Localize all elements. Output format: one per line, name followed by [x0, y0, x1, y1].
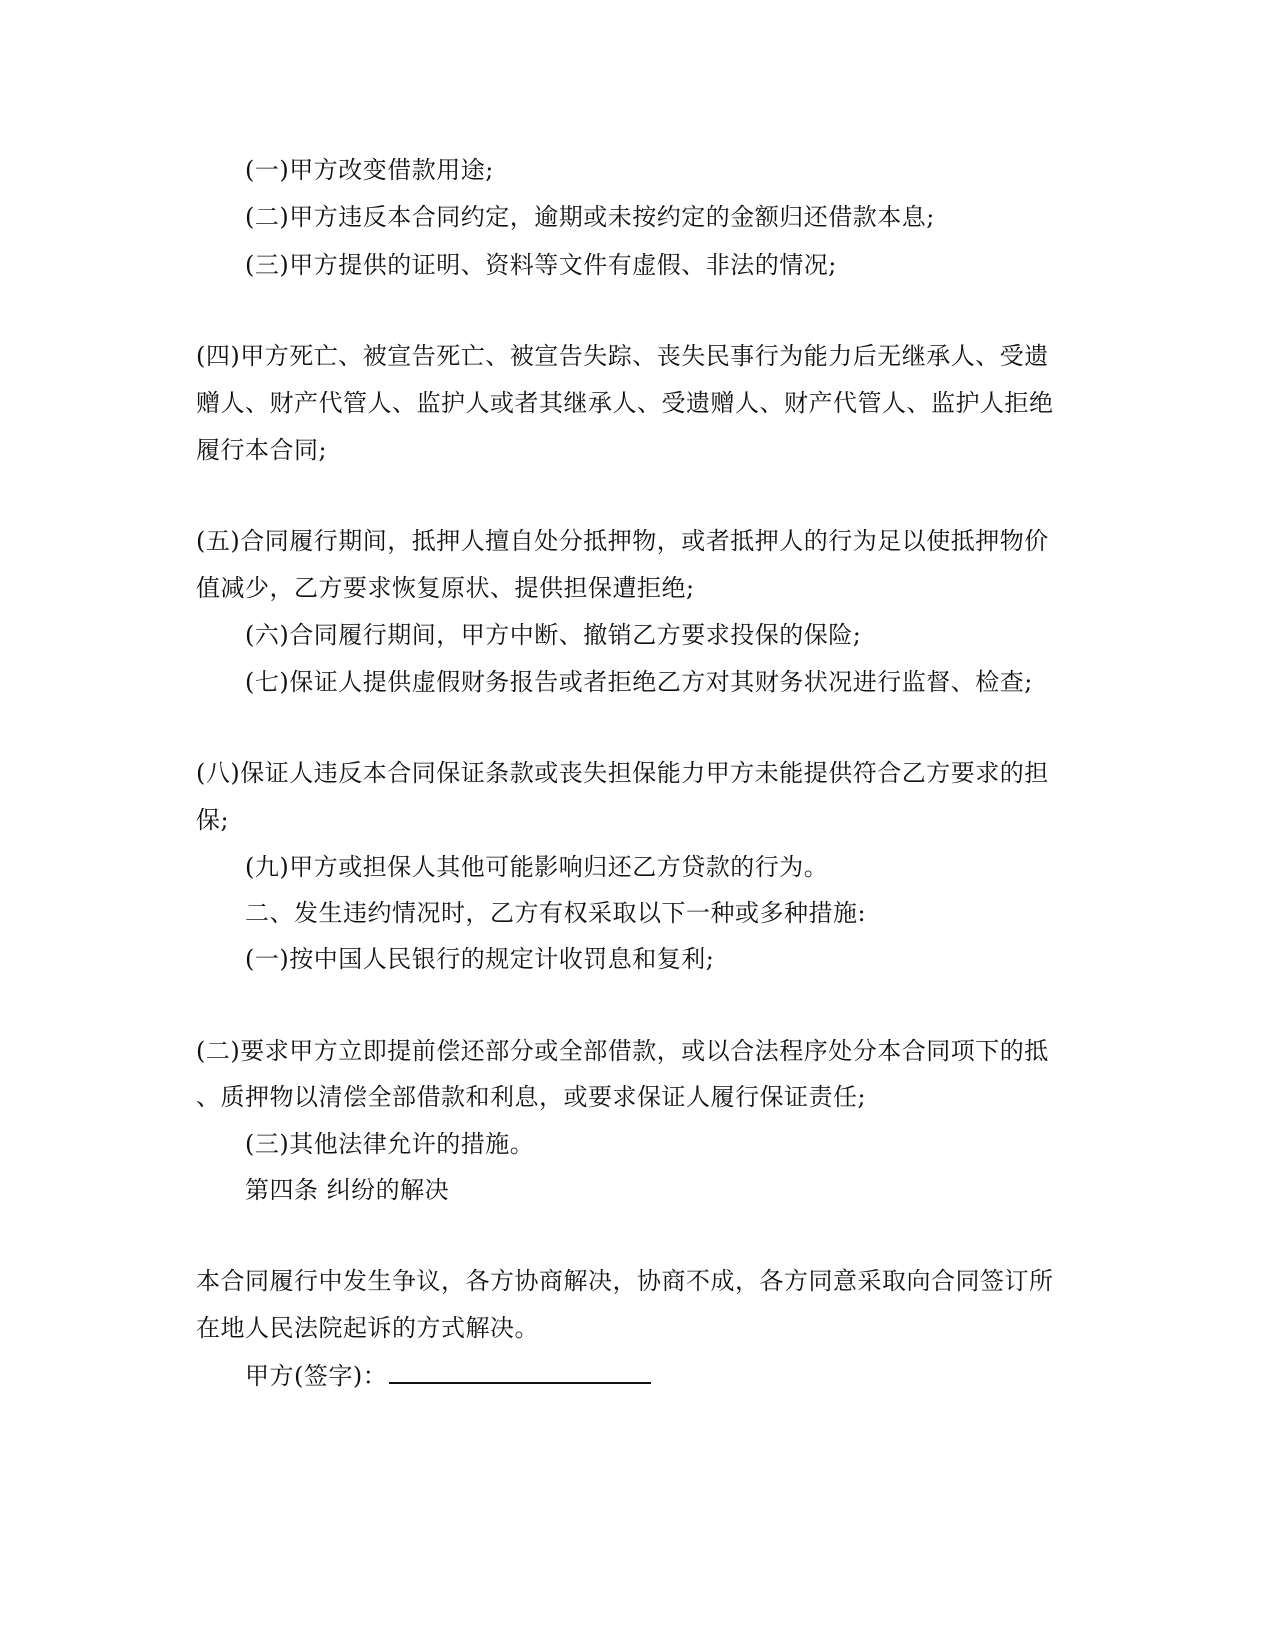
clause-text: 履行本合同; [196, 436, 328, 464]
clause-text: (五)合同履行期间，抵押人擅自处分抵押物，或者抵押人的行为足以使抵押物价 [196, 527, 1049, 555]
clause-text: (一)按中国人民银行的规定计收罚息和复利; [245, 945, 715, 973]
clause-text: (四)甲方死亡、被宣告死亡、被宣告失踪、丧失民事行为能力后无继承人、受遗 [196, 342, 1049, 370]
clause-text: 值减少，乙方要求恢复原状、提供担保遭拒绝; [196, 574, 695, 602]
clause-text: (三)其他法律允许的措施。 [245, 1130, 535, 1158]
clause-text: (八)保证人违反本合同保证条款或丧失担保能力甲方未能提供符合乙方要求的担 [196, 759, 1049, 787]
signature-label: 甲方(签字)： [245, 1362, 388, 1390]
clause-text: 赠人、财产代管人、监护人或者其继承人、受遗赠人、财产代管人、监护人拒绝 [196, 389, 1054, 417]
clause-text: 在地人民法院起诉的方式解决。 [196, 1314, 539, 1342]
clause-text: (二)要求甲方立即提前偿还部分或全部借款，或以合法程序处分本合同项下的抵 [196, 1037, 1049, 1065]
clause-text: (七)保证人提供虚假财务报告或者拒绝乙方对其财务状况进行监督、检查; [245, 668, 1033, 696]
clause-text: (一)甲方改变借款用途; [245, 156, 494, 184]
signature-blank-line[interactable] [389, 1362, 651, 1384]
clause-text: (二)甲方违反本合同约定，逾期或未按约定的金额归还借款本息; [245, 203, 935, 231]
clause-text: (三)甲方提供的证明、资料等文件有虚假、非法的情况; [245, 251, 837, 279]
clause-text: (九)甲方或担保人其他可能影响归还乙方贷款的行为。 [245, 853, 829, 881]
clause-text: 、质押物以清偿全部借款和利息，或要求保证人履行保证责任; [196, 1083, 867, 1111]
clause-text: 本合同履行中发生争议，各方协商解决，协商不成，各方同意采取向合同签订所 [196, 1267, 1054, 1295]
section-heading: 二、发生违约情况时，乙方有权采取以下一种或多种措施: [245, 899, 867, 927]
signature-row [245, 1361, 651, 1391]
clause-text: (六)合同履行期间，甲方中断、撤销乙方要求投保的保险; [245, 621, 862, 649]
clause-text: 保; [196, 806, 230, 834]
article-heading: 第四条 纠纷的解决 [245, 1176, 450, 1204]
